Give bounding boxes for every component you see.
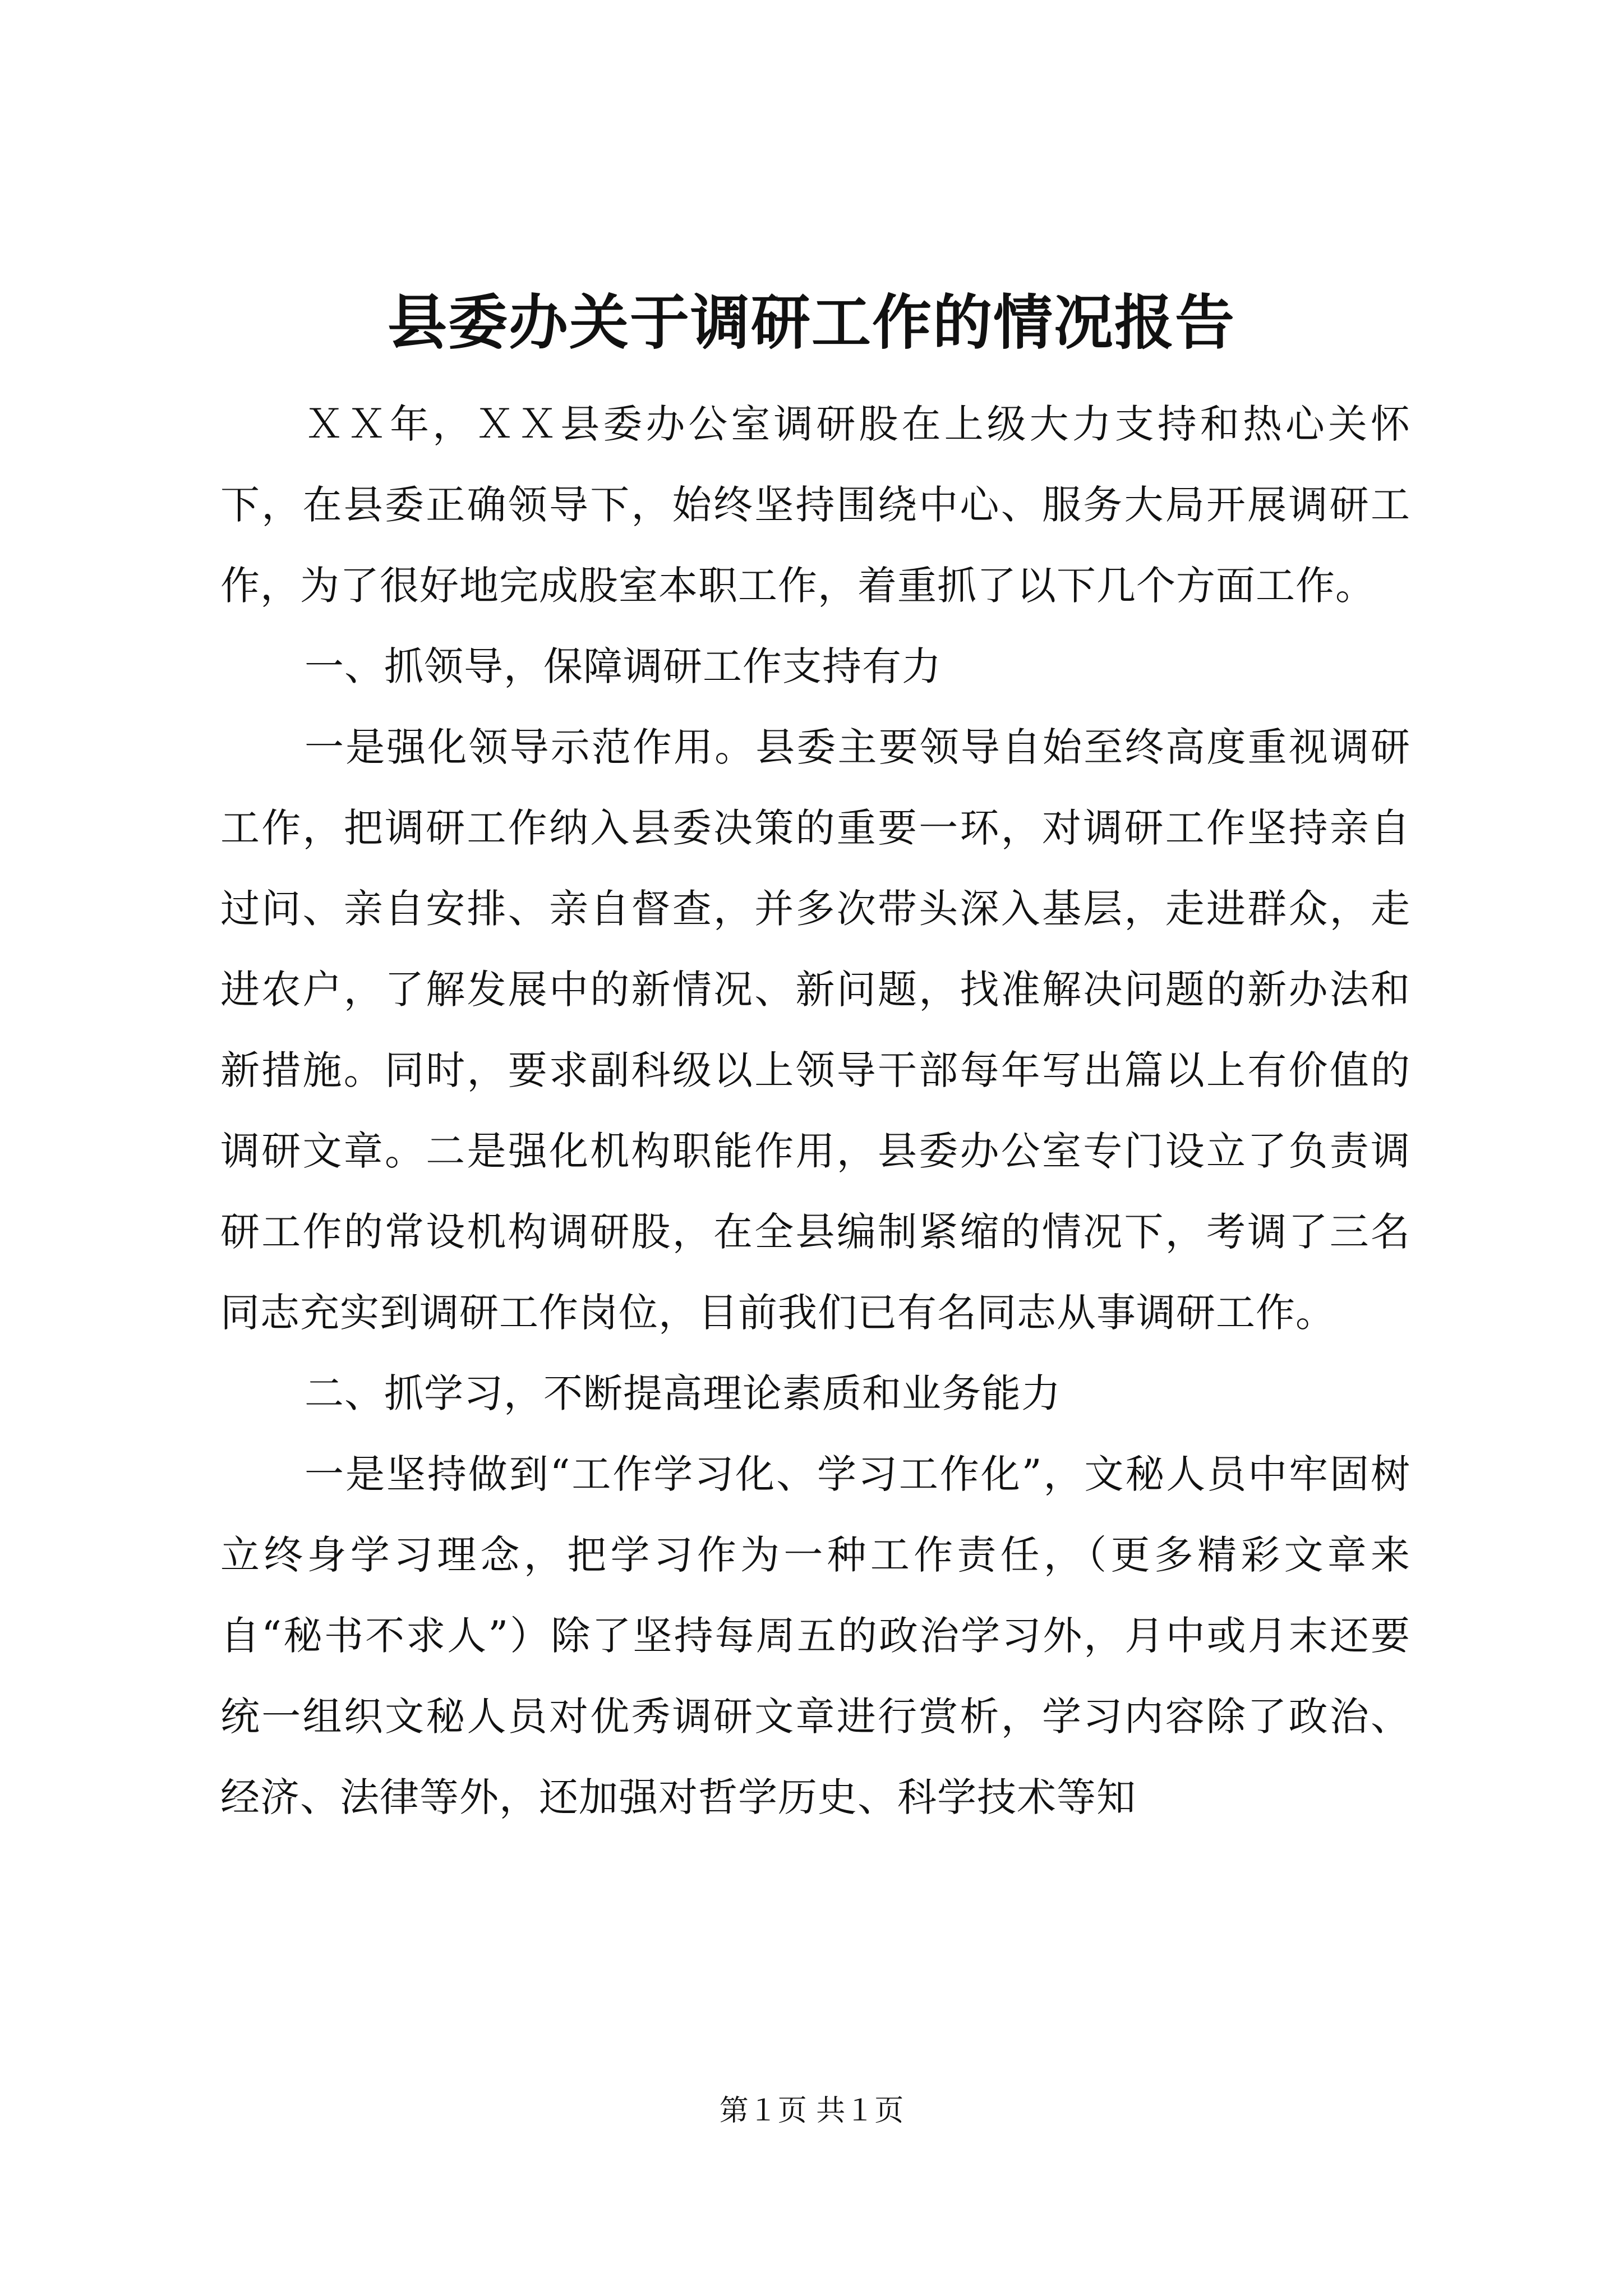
section-2-paragraph: 一是坚持做到“工作学习化、学习工作化”，文秘人员中牢固树立终身学习理念，把学习作为一种工作责任，（更多精彩文章来自“秘书不求人”）除了坚持每周五的政治学习外，月中或月末还要统一组织文秘人员对优秀调研文章进行赏析，学习内容除了政治、经济、法律等外，还加强对哲学历史、科学技术等知 [220,1451,1410,1820]
intro-paragraph: ＸＸ年，ＸＸ县委办公室调研股在上级大力支持和热心关怀下，在县委正确领导下，始终坚持围绕中心、服务大局开展调研工作，为了很好地完成股室本职工作，着重抓了以下几个方面工作。 [220,401,1410,609]
section-1-paragraph: 一是强化领导示范作用。县委主要领导自始至终高度重视调研工作，把调研工作纳入县委决策的重要一环，对调研工作坚持亲自过问、亲自安排、亲自督查，并多次带头深入基层，走进群众，走进农户，了解发展中的新情况、新问题，找准解决问题的新办法和新措施。同时，要求副科级以上领导干部每年写出篇以上有价值的调研文章。二是强化机构职能作用，县委办公室专门设立了负责调研工作的常设机构调研股，在全县编制紧缩的情况下，考调了三名同志充实到调研工作岗位，目前我们已有名同志从事调研工作。 [220,724,1410,1336]
page-footer: 第１页 共１页 [719,2094,904,2128]
section-heading-2: 二、抓学习，不断提高理论素质和业务能力 [305,1370,1061,1416]
document-title: 县委办关于调研工作的情况报告 [388,287,1235,357]
document-body [220,384,1410,1838]
section-heading-1: 一、抓领导，保障调研工作支持有力 [305,643,942,689]
